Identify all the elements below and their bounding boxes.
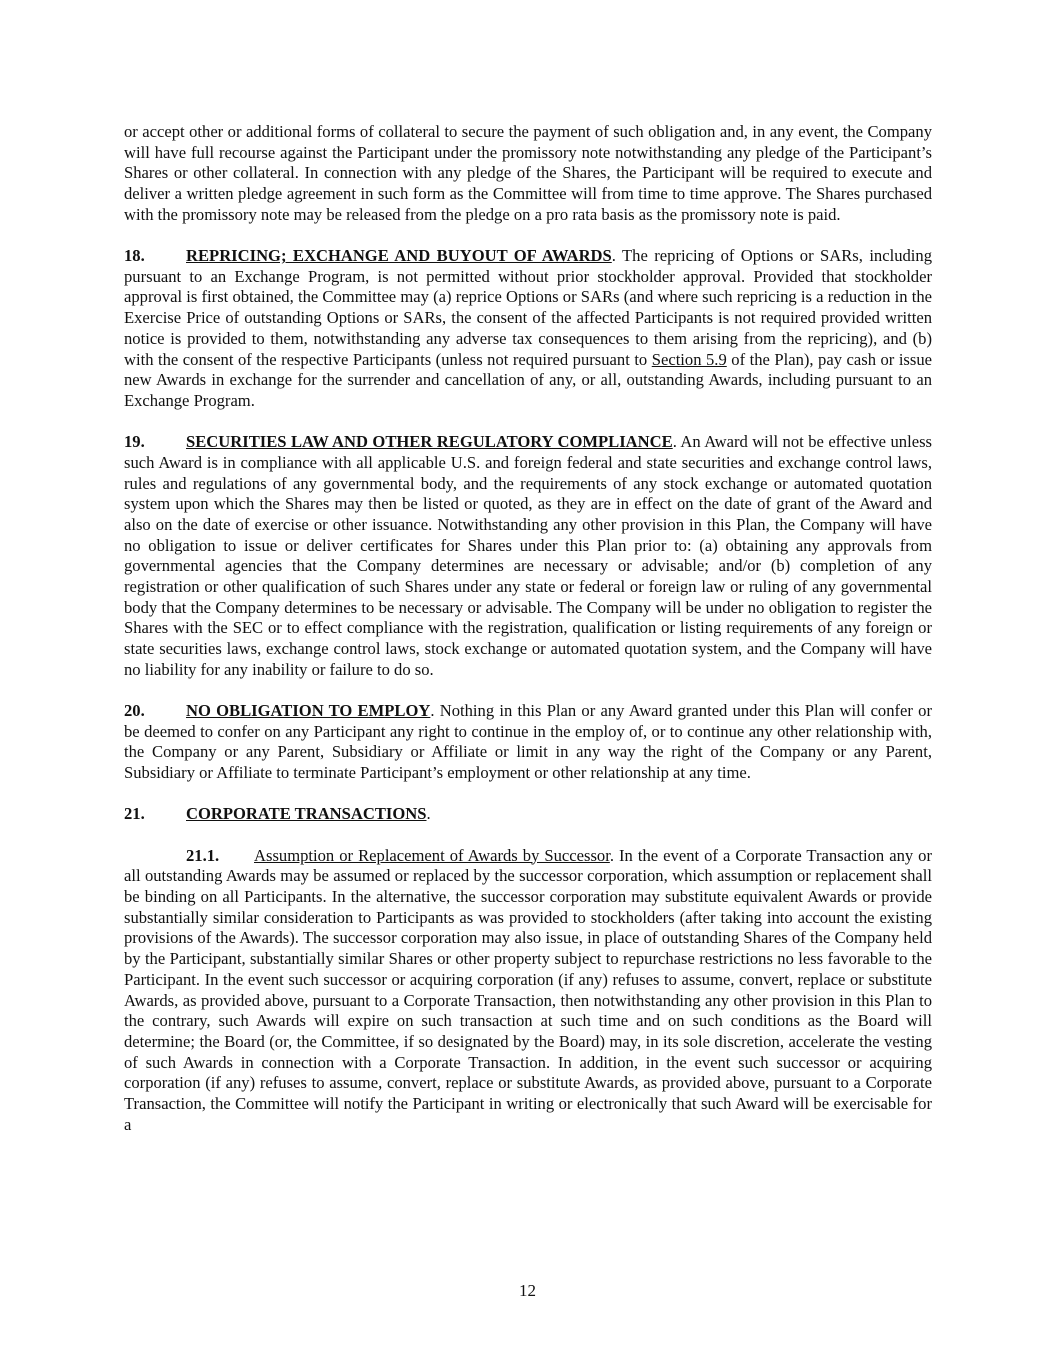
section-heading: REPRICING; EXCHANGE AND BUYOUT OF AWARDS [186, 246, 612, 266]
section-number: 19. [124, 432, 145, 452]
section-heading: SECURITIES LAW AND OTHER REGULATORY COMPLIANCE [186, 432, 673, 452]
section-19 [124, 432, 932, 680]
section-heading: CORPORATE TRANSACTIONS [186, 804, 427, 824]
section-text: . An Award will not be effective unless such Award is in compliance with all applicable U.S. and foreign federal and state securities and exchange control laws, rules and regulations of any governmental body, and the requirements of any stock exchange or automated quotation system upon which the Shares may then be listed or quoted, as they are in effect on the date of grant of the Award and also on the date of exercise or other issuance. Notwithstanding any other provision in this Plan, the Company will have no obligation to issue or deliver certificates for Shares under this Plan prior to: (a) obtaining any approvals from governmental agencies that the Company determines are necessary or advisable; and/or (b) completion of any registration or other qualification of such Shares under any state or federal or foreign law or ruling of any governmental body that the Company determines to be necessary or advisable. The Company will be under no obligation to register the Shares with the SEC or to effect compliance with the registration, qualification or listing requirements of any foreign or state securities laws, exchange control laws, stock exchange or automated quotation system, and the Company will have no liability for any inability or failure to do so. [124, 432, 932, 679]
section-text: . [426, 804, 431, 824]
section-reference-link[interactable]: Section 5.9 [651, 349, 727, 369]
section-number: 20. [124, 701, 145, 721]
intro-paragraph: or accept other or additional forms of collateral to secure the payment of such obligation and, in any event, the Company will have full recourse against the Participant under the promissory note notwithstanding any pledge of the Participant’s Shares or other collateral. In connection with any pledge of the Shares, the Participant will be required to execute and deliver a written pledge agreement in such form as the Committee will from time to time approve. The Shares purchased with the promissory note may be released from the pledge on a pro rata basis as the promissory note is paid. [124, 122, 932, 224]
subsection-number: 21.1. [186, 845, 220, 865]
section-text-continued: of the Plan), pay cash or issue new Awards in exchange for the surrender and cancellation of any, or all, outstanding Awards, including pursuant to an Exchange Program. [124, 349, 933, 410]
subsection-text: . In the event of a Corporate Transaction any or all outstanding Awards may be assumed or replaced by the successor corporation, which assumption or replacement shall be binding on all Participants. In the alternative, the successor corporation may substitute equivalent Awards or provide substantially similar consideration to Participants as was provided to stockholders (after taking into account the existing provisions of the Awards). The successor corporation may also issue, in place of outstanding Shares of the Company held by the Participant, substantially similar Shares or other property subject to repurchase restrictions no less favorable to the Participant. In the event such successor or acquiring corporation (if any) refuses to assume, convert, replace or substitute Awards, as provided above, pursuant to a Corporate Transaction, then notwithstanding any other provision in this Plan to the contrary, such Awards will expire on such transaction at such time and on such conditions as the Board will determine; the Board (or, the Committee, if so designated by the Board) may, in its sole discretion, accelerate the vesting of such Awards in connection with a Corporate Transaction. In addition, in the event such successor or acquiring corporation (if any) refuses to assume, convert, replace or substitute Awards, as provided above, pursuant to a Corporate Transaction, the Committee will notify the Participant in writing or electronically that such Award will be exercisable for a [124, 845, 933, 1134]
section-20 [124, 701, 932, 784]
section-number: 21. [124, 804, 145, 824]
page-number: 12 [519, 1281, 536, 1300]
section-number: 18. [124, 246, 145, 266]
section-heading: NO OBLIGATION TO EMPLOY [186, 701, 431, 721]
document-page [124, 122, 932, 1156]
subsection-21-1 [124, 846, 932, 1136]
section-text: . The repricing of Options or SARs, including pursuant to an Exchange Program, is not permitted without prior stockholder approval. Provided that stockholder approval is first obtained, the Committee may (a) reprice Options or SARs (and where such repricing is a reduction in the Exercise Price of outstanding Options or SARs, the consent of the affected Participants is not required provided written notice is provided to them, notwithstanding any adverse tax consequences to them arising from the repricing), and (b) with the consent of the respective Participants (unless not required pursuant to [124, 246, 933, 369]
subsection-heading: Assumption or Replacement of Awards by Successor [254, 845, 610, 865]
section-21 [124, 804, 932, 825]
section-18 [124, 246, 932, 412]
section-text: . Nothing in this Plan or any Award granted under this Plan will confer or be deemed to confer on any Participant any right to continue in the employ of, or to continue any other relationship with, the Company or any Parent, Subsidiary or Affiliate or limit in any way the right of the Company or any Parent, Subsidiary or Affiliate to terminate Participant’s employment or other relationship at any time. [124, 701, 932, 783]
